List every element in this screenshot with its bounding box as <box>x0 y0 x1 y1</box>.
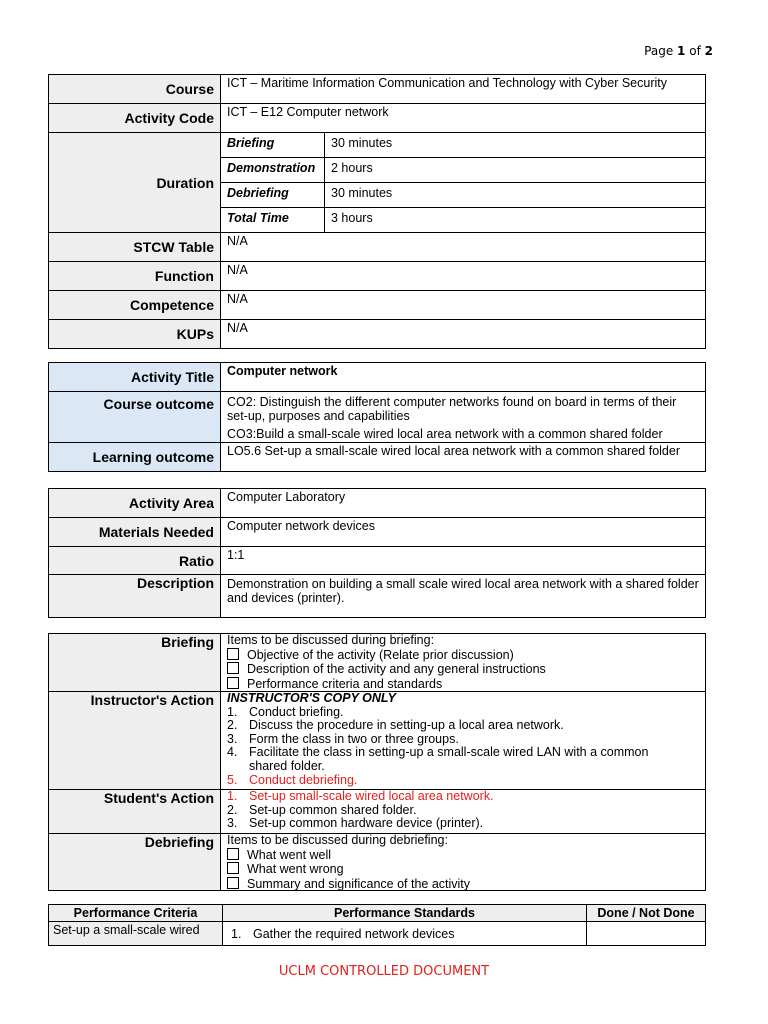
activity-details-table <box>48 488 706 618</box>
debriefing-label: Debriefing <box>49 834 221 890</box>
list-item: What went well <box>227 848 699 863</box>
briefing-intro: Items to be discussed during briefing: <box>227 633 435 647</box>
checkbox-icon <box>227 662 239 674</box>
course-value: ICT – Maritime Information Communication and Technology with Cyber Security <box>227 76 668 90</box>
duration-table <box>221 133 705 232</box>
learning-outcome-label: Learning outcome <box>49 443 221 471</box>
activity-code-label: Activity Code <box>49 104 221 132</box>
list-item: 2. Discuss the procedure in setting-up a local area network. <box>227 718 564 733</box>
list-item: 2. Set-up common shared folder. <box>227 802 417 817</box>
checkbox-icon <box>227 677 239 689</box>
list-item: 5. Conduct debriefing. <box>227 772 358 787</box>
activity-area-value: Computer Laboratory <box>227 490 346 504</box>
checkbox-icon <box>227 648 239 660</box>
list-item: 1. Conduct briefing. <box>227 704 344 719</box>
done-cell <box>587 922 706 946</box>
ratio-label: Ratio <box>49 547 221 574</box>
list-item: 3. Set-up common hardware device (printer). <box>227 816 484 831</box>
competence-value: N/A <box>227 292 248 306</box>
list-item: 1. Set-up small-scale wired local area network. <box>227 789 494 803</box>
list-item: Description of the activity and any general instructions <box>227 662 699 677</box>
duration-row: Demonstration 2 hours <box>221 158 705 183</box>
briefing-label: Briefing <box>49 634 221 691</box>
performance-table <box>48 904 706 946</box>
list-item: Performance criteria and standards <box>227 677 699 692</box>
list-item: 3. Form the class in two or three groups. <box>227 731 459 746</box>
page-number: Page 1 of 2 <box>644 44 713 58</box>
duration-row: Debriefing 30 minutes <box>221 183 705 208</box>
performance-criteria-header: Performance Criteria <box>49 905 223 922</box>
standard-cell: 1. Gather the required network devices <box>223 922 587 946</box>
course-info-table <box>48 74 706 349</box>
function-value: N/A <box>227 263 248 277</box>
course-label: Course <box>49 75 221 103</box>
list-item: Summary and significance of the activity <box>227 877 699 892</box>
procedure-table <box>48 633 706 891</box>
list-item: 4. Facilitate the class in setting-up a small-scale wired LAN with a common <box>227 745 649 760</box>
table-row <box>49 922 706 946</box>
materials-label: Materials Needed <box>49 518 221 546</box>
duration-row: Briefing 30 minutes <box>221 133 705 158</box>
controlled-document-footer: UCLM CONTROLLED DOCUMENT <box>278 964 490 979</box>
description-value: Demonstration on building a small scale wired local area network with a shared folder and devices (printer). <box>227 577 699 605</box>
learning-outcome-value: LO5.6 Set-up a small-scale wired local area network with a common shared folder <box>227 444 680 458</box>
stcw-value: N/A <box>227 234 248 248</box>
checkbox-icon <box>227 877 239 889</box>
course-outcome-co2: CO2: Distinguish the different computer networks found on board in terms of their set-up, purposes and capabilities <box>227 395 677 423</box>
ratio-value: 1:1 <box>227 548 245 562</box>
debriefing-intro: Items to be discussed during debriefing: <box>227 833 448 847</box>
checkbox-icon <box>227 848 239 860</box>
done-header: Done / Not Done <box>587 905 706 922</box>
list-item: Objective of the activity (Relate prior discussion) <box>227 648 699 663</box>
duration-row: Total Time 3 hours <box>221 208 705 232</box>
activity-code-value: ICT – E12 Computer network <box>227 105 389 119</box>
stcw-label: STCW Table <box>49 233 221 261</box>
table-header-row <box>49 905 706 922</box>
checkbox-icon <box>227 862 239 874</box>
materials-value: Computer network devices <box>227 519 375 533</box>
activity-area-label: Activity Area <box>49 489 221 517</box>
performance-standards-header: Performance Standards <box>223 905 587 922</box>
activity-title-value: Computer network <box>227 364 338 378</box>
student-action-label: Student's Action <box>49 790 221 833</box>
duration-label: Duration <box>49 133 221 232</box>
criteria-cell: Set-up a small-scale wired <box>49 922 223 946</box>
competence-label: Competence <box>49 291 221 319</box>
kups-value: N/A <box>227 321 248 335</box>
course-outcome-label: Course outcome <box>49 392 221 442</box>
list-item-continuation: shared folder. <box>249 758 325 773</box>
activity-title-label: Activity Title <box>49 363 221 391</box>
instructor-copy-heading: INSTRUCTOR'S COPY ONLY <box>227 691 396 705</box>
activity-outcome-table <box>48 362 706 472</box>
list-item: What went wrong <box>227 862 699 877</box>
description-label: Description <box>49 575 221 617</box>
instructor-action-label: Instructor's Action <box>49 692 221 789</box>
kups-label: KUPs <box>49 320 221 348</box>
function-label: Function <box>49 262 221 290</box>
course-outcome-co3: CO3:Build a small-scale wired local area network with a common shared folder <box>227 427 663 442</box>
